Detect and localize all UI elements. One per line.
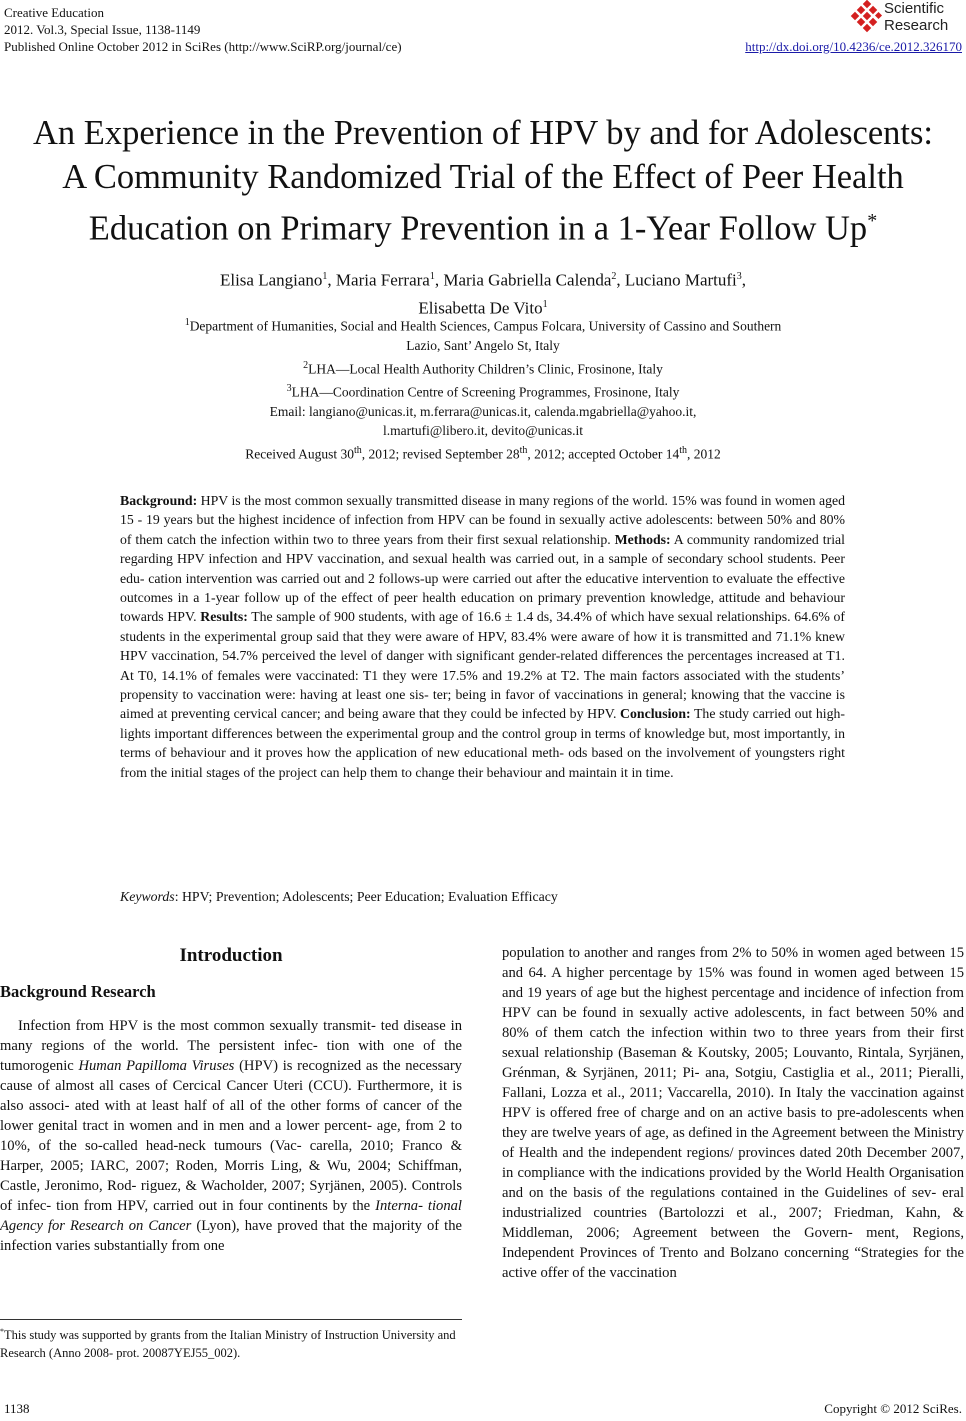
section-heading-introduction: Introduction	[179, 945, 283, 966]
running-header	[4, 4, 402, 55]
abstract: Background: HPV is the most common sexually transmitted disease in many regions of the world. 15% was found in women aged 15 - 19 years but the highest incidence of infection from HPV can be found in sexually active adolescents: between 50% and 80% of them catch the infection within two to three years from their first sexual relationship. Methods: A community randomized trial regarding HPV infection and HPV vaccination, and sexual health was carried out, in a sample of secondary school students. Peer edu- cation intervention was carried out and 2 follows-up were carried out after the educative intervention to evaluate the effective outcomes in a 1-year follow up of the effect of peer health education on primary prevention knowledge, attitude and behaviour towards HPV. Results: The sample of 900 students, with age of 16.6 ± 1.4 ds, 34.4% of which have sexual relationships. 64.6% of students in the experimental group said that they were aware of HPV, 83.4% were aware of how it is transmitted and 71.1% knew HPV vaccination, 54.7% perceived the level of danger with significant gender-related differences the percentages increased at T1. At T0, 14.1% of females were vaccinated: T1 they were 17.5% and 19.2% at T2. The main factors associated with the students’ propensity to vaccination were: having at least one sis- ter; being in favor of vaccinations in general; knowing that the vaccine is aimed at preventing cervical cancer; and being aware that they could be infected by HPV. Conclusion: The study carried out high- lights important differences between the experimental group and the control group in terms of knowledge but, most importantly, in terms of behaviour and it proves how the application of new educational meth- ods based on the involvement of youngsters right from the initial stages of the project can help them to change their behaviour and maintain it in time.	[120, 493, 846, 780]
title-footnote-mark: *	[867, 210, 878, 232]
copyright-notice: Copyright © 2012 SciRes.	[824, 1401, 962, 1416]
email-line: l.martufi@libero.it, devito@unicas.it	[383, 423, 583, 438]
keywords: Keywords: HPV; Prevention; Adolescents; Peer Education; Evaluation Efficacy	[120, 889, 558, 904]
journal-name: Creative Education	[4, 5, 104, 20]
conclusion-label: Conclusion:	[620, 706, 691, 722]
footnote: *This study was supported by grants from the Italian Ministry of Instruction University and Research (Anno 2008- prot. 20087YEJ55_002).	[0, 1327, 456, 1361]
affiliations: $^1$Department of Humanities, Social and Health Sciences, Campus Folcara, University of Cassino and Southern Lazio, Sant’ Angelo St, Italy $^2$LHA—Local Health Authority Children’s Clinic, Frosinone, Italy $^3$LHA—Coordination Centre of Screening Programmes, Frosinone, Italy Email: langiano@unicas.it, m.ferrara@unicas.it, calenda.mgabriella@yahoo.it, l.martufi@libero.it, devito@unicas.it	[0, 313, 966, 441]
background-label: Background:	[120, 493, 198, 508]
publisher-logo-icon	[850, 0, 884, 34]
received-dates: Received August 30th, 2012; revised September 28th, 2012; accepted October 14th, 2012	[245, 445, 721, 462]
subsection-heading-background: Background Research	[0, 982, 156, 1001]
issue-info: 2012. Vol.3, Special Issue, 1138-1149	[4, 22, 201, 37]
paper-title: An Experience in the Prevention of HPV by and for Adolescents: A Community Randomized Trial of the Effect of Peer Health Education on Primary Prevention in a 1-Year Follow Up*	[33, 114, 933, 248]
results-label: Results:	[200, 609, 248, 625]
email-line: Email: langiano@unicas.it, m.ferrara@unicas.it, calenda.mgabriella@yahoo.it,	[269, 403, 697, 419]
page-number: 1138	[4, 1401, 30, 1416]
doi-line	[745, 38, 962, 55]
body-paragraph-left: Infection from HPV is the most common sexually transmit- ted disease in many regions of the world. The persistent infec- tion with one of the tumorogenic Human Papilloma Viruses (HPV) is recognized as the necessary cause of almost all cases of Cercical Cancer Uteri (CCU). Furthermore, it is also associ- ated with at least half of all of the other forms of cancer of the lower genital tract in women and in men and a lower percent- age, from 2 to 10%, of the so-called head-neck tumours (Vac- carella, 2010; Franco & Harper, 2005; IARC, 2007; Roden, Morris Ling, & Wu, 2004; Schiffman, Castle, Jeronimo, Rod- riguez, & Wacholder, 2007; Syrjänen, 2005). Controls of infec- tion from HPV, carried out in four continents by the Interna- tional Agency for Research on Cancer (Lyon), have proved that the majority of the infection varies substantially from one	[0, 1018, 462, 1254]
author-list: Elisa Langiano$^1$, Maria Ferrara$^1$, Maria Gabriella Calenda$^2$, Luciano Martufi$^3$, Elisabetta De Vito$^1$	[219, 270, 747, 318]
methods-label: Methods:	[614, 531, 671, 547]
publication-info: Published Online October 2012 in SciRes (http://www.SciRP.org/journal/ce)	[4, 39, 402, 54]
scientific-research-logo	[850, 0, 960, 36]
doi-link[interactable]: http://dx.doi.org/10.4236/ce.2012.326170	[745, 39, 962, 54]
footnote-rule	[0, 1319, 462, 1320]
body-paragraph-right: population to another and ranges from 2% to 50% in women aged between 15 and 64. A higher percentage by 15% was found in women aged between 15 and 19 years of age but the highest percentage and incidence of infection from HPV can be found in sexually active adolescents, in fact between 50% and 80% of them catch the infection within two to three years from their first sexual relationship (Baseman & Koutsky, 2005; Louvanto, Rintala, Syrjänen, Grénman, & Syrjänen, 2011; Pi- ana, Sotgiu, Castiglia et al., 2011; Pieralli, Fallani, Lozza et al., 2011; Vaccarella, 2010). In Italy the vaccination against HPV is offered free of charge and on an active basis to pre-adolescents when they are twelve years of age, as defined in the Agreement between the Ministry of Health and the independent regions/ provinces dated 20th December 2007, in compliance with the indications provided by the World Health Organisation and on the basis of the regulations contained in the Guidelines of sev- eral industrialized countries (Bartolozzi et al., 2007; Friedman, Kahn, & Middleman, 2006; Agreement between the Govern- ment, Regions, Independent Provinces of Trento and Bolzano concerning “Strategies for the active offer of the vaccination	[502, 945, 964, 1281]
logo-wordmark: Scientific Research	[884, 0, 949, 34]
